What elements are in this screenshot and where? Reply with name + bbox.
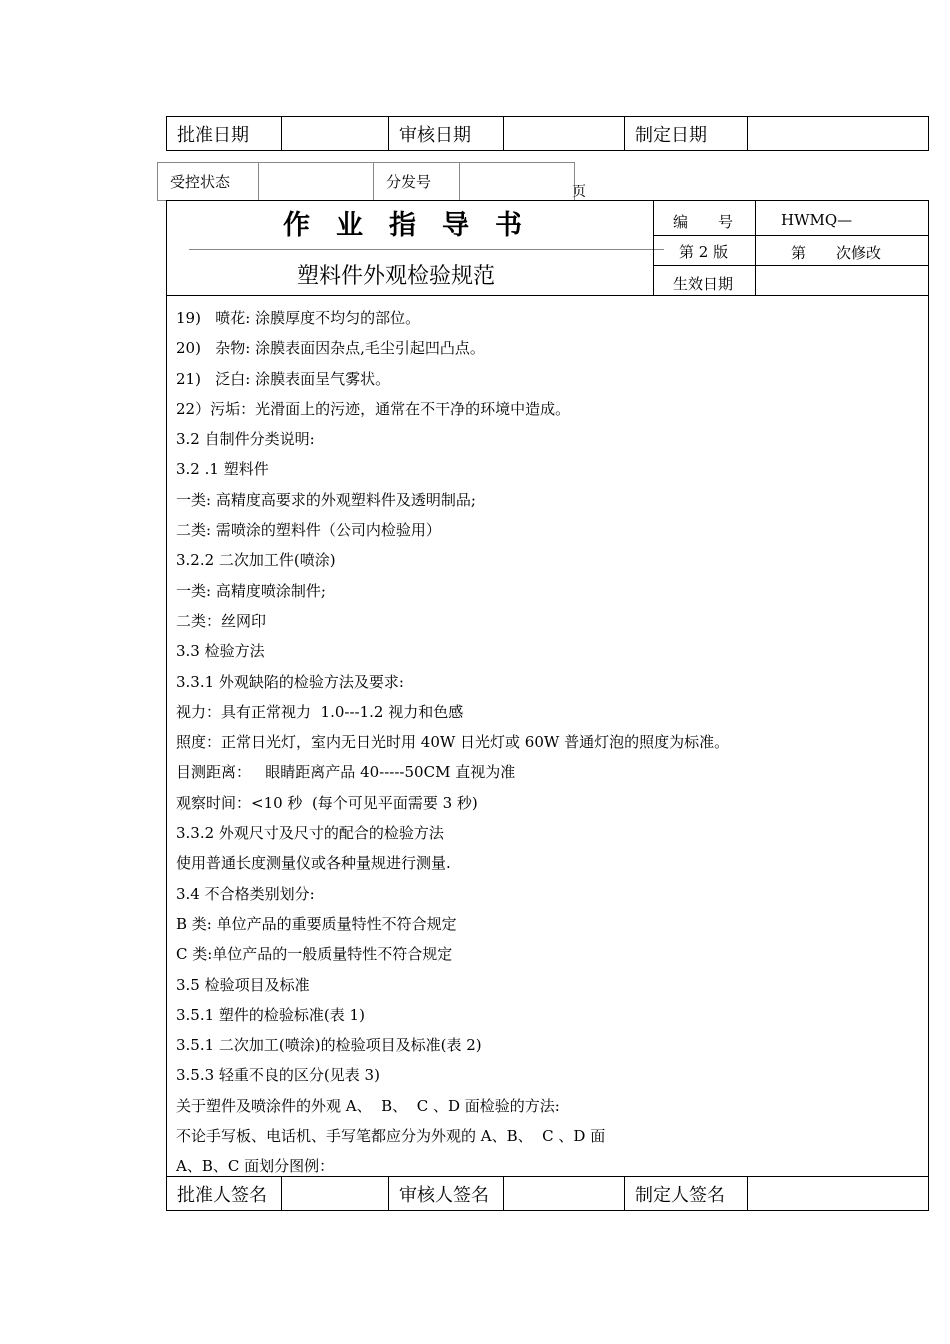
control-status-field[interactable] (259, 163, 374, 201)
content-line: 3.5.1 二次加工(喷涂)的检验项目及标准(表 2) (176, 1036, 482, 1055)
document-title: 作业指导书 (283, 210, 548, 241)
approver-sign-label: 批准人签名 (167, 1177, 282, 1211)
header-divider (653, 201, 654, 295)
content-line: 3.2 自制件分类说明: (176, 430, 315, 449)
make-date-label: 制定日期 (625, 117, 748, 151)
distribution-number-field[interactable] (460, 163, 575, 201)
signature-table (166, 1176, 929, 1211)
approve-date-field[interactable] (282, 117, 389, 151)
content-line: 3.5 检验项目及标准 (176, 975, 310, 994)
approval-date-table (166, 116, 929, 151)
page-suffix-text: 页 (572, 184, 586, 200)
version-label: 第 2 版 (679, 243, 729, 261)
content-line: 二类：丝网印 (176, 611, 267, 630)
content-line: 使用普通长度测量仪或各种量规进行测量. (176, 854, 451, 873)
content-line: A、B、C 面划分图例： (176, 1157, 335, 1176)
make-date-field[interactable] (748, 117, 929, 151)
review-date-field[interactable] (504, 117, 625, 151)
control-status-table (157, 162, 575, 201)
content-line: 视力：具有正常视力 1.0---1.2 视力和色感 (176, 702, 464, 721)
content-line: 不论手写板、电话机、手写笔都应分为外观的 A、B、 C 、D 面 (176, 1127, 606, 1146)
approver-sign-field[interactable] (282, 1177, 389, 1211)
content-line: 3.3.2 外观尺寸及尺寸的配合的检验方法 (176, 824, 444, 843)
header-divider (653, 265, 928, 266)
content-line: 观察时间：<10 秒 (每个可见平面需要 3 秒) (176, 793, 478, 812)
content-line: 3.5.1 塑件的检验标准(表 1) (176, 1005, 365, 1024)
content-line: B 类: 单位产品的重要质量特性不符合规定 (176, 914, 457, 933)
content-line: 19) 喷花: 涂膜厚度不均匀的部位。 (176, 309, 421, 327)
effective-date-label: 生效日期 (673, 275, 734, 293)
content-line: 关于塑件及喷涂件的外观 A、 B、 C 、D 面检验的方法: (176, 1096, 560, 1115)
content-line: 照度：正常日光灯，室内无日光时用 40W 日光灯或 60W 普通灯泡的照度为标准。 (176, 733, 730, 752)
reviewer-sign-label: 审核人签名 (389, 1177, 504, 1211)
reviewer-sign-field[interactable] (504, 1177, 625, 1211)
maker-sign-field[interactable] (748, 1177, 929, 1211)
content-line: 3.2 .1 塑料件 (176, 460, 269, 479)
content-line: 一类: 高精度高要求的外观塑料件及透明制品; (176, 490, 476, 509)
content-line: 3.3.1 外观缺陷的检验方法及要求: (176, 672, 404, 691)
revision-label: 第 次修改 (791, 244, 882, 262)
content-line: 20) 杂物: 涂膜表面因杂点,毛尘引起凹凸点。 (176, 339, 485, 358)
title-divider (189, 249, 664, 250)
approve-date-label: 批准日期 (167, 117, 282, 151)
content-line: 3.4 不合格类别划分: (176, 884, 315, 903)
document-number-value: HWMQ— (781, 211, 853, 229)
content-lines (176, 303, 729, 1182)
content-body (166, 295, 929, 1177)
content-line: 3.3 检验方法 (176, 642, 265, 661)
document-number-label: 编 号 (673, 213, 734, 231)
content-line: 3.2.2 二次加工件(喷涂) (176, 551, 336, 570)
document-header (166, 200, 929, 296)
control-status-label: 受控状态 (158, 163, 259, 201)
content-line: 一类: 高精度喷涂制件; (176, 581, 326, 600)
content-line: C 类:单位产品的一般质量特性不符合规定 (176, 945, 453, 964)
content-line: 二类: 需喷涂的塑料件（公司内检验用） (176, 521, 441, 540)
review-date-label: 审核日期 (389, 117, 504, 151)
document-subtitle: 塑料件外观检验规范 (297, 264, 496, 289)
header-divider (755, 201, 756, 295)
maker-sign-label: 制定人签名 (625, 1177, 748, 1211)
header-divider (653, 235, 928, 236)
content-line: 22）污垢：光滑面上的污迹，通常在不干净的环境中造成。 (176, 399, 571, 418)
content-line: 目测距离： 眼睛距离产品 40-----50CM 直视为准 (176, 763, 516, 782)
distribution-number-label: 分发号 (374, 163, 460, 201)
content-line: 3.5.3 轻重不良的区分(见表 3) (176, 1066, 380, 1085)
content-line: 21) 泛白: 涂膜表面呈气雾状。 (176, 369, 391, 388)
